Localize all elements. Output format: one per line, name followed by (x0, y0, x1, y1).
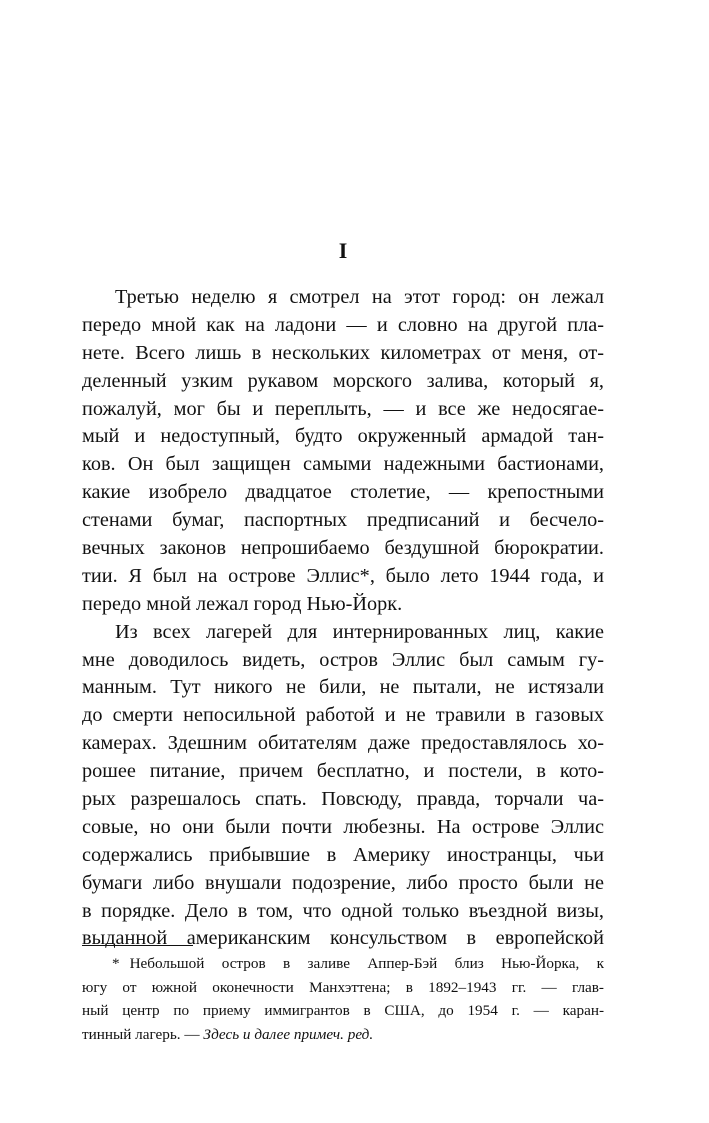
text-line: деленный узким рукавом морского залива, который я, (82, 369, 604, 392)
footnote-text: Небольшой остров в заливе Аппер-Бэй близ Нью-Йорка, к (129, 955, 604, 972)
footnote-line: югу от южной оконечности Манхэттена; в 1892–1943 гг. — глав- (82, 978, 604, 996)
text-line: в порядке. Дело в том, что одной только въездной визы, (82, 899, 604, 922)
text-line: мый и недоступный, будто окруженный армадой тан- (82, 425, 604, 448)
text-line: передо мной лежал город Нью-Йорк. (82, 592, 403, 615)
chapter-number: I (338, 238, 348, 263)
paragraph-1 (82, 284, 604, 619)
footnote-line (82, 952, 604, 976)
text-line: выданной американским консульством в европейской (82, 927, 604, 950)
text-line: ков. Он был защищен самыми надежными бастионами, (82, 453, 604, 476)
footnote (82, 952, 604, 1046)
text-line: Третью неделю я смотрел на этот город: он лежал (115, 286, 604, 308)
editor-note: Здесь и далее примеч. ред. (203, 1025, 374, 1043)
text-line: манным. Тут никого не били, не пытали, не истязали (82, 676, 604, 699)
text-line: передо мной как на ладони — и словно на другой пла- (82, 313, 604, 336)
text-line: Из всех лагерей для интернированных лиц, какие (115, 620, 604, 643)
footnote-marker: * (112, 955, 120, 972)
text-line: совые, но они были почти любезны. На острове Эллис (82, 815, 604, 838)
text-line: какие изобрело двадцатое столетие, — крепостными (82, 481, 604, 504)
text-line: вечных законов непрошибаемо бездушной бюрократии. (82, 537, 604, 560)
footnote-text: тинный лагерь. — (82, 1025, 200, 1043)
body-text (82, 284, 604, 953)
footnote-divider (82, 945, 193, 946)
text-line: бумаги либо внушали подозрение, либо просто были не (82, 871, 604, 894)
book-page (82, 0, 604, 1123)
text-line: камерах. Здешним обитателям даже предоставлялось хо- (82, 732, 604, 755)
footnote-line: ный центр по приему иммигрантов в США, до 1954 г. — каран- (82, 1002, 604, 1020)
text-line: стенами бумаг, паспортных предписаний и бесчело- (82, 509, 604, 532)
text-line: рых разрешалось спать. Повсюду, правда, торчали ча- (82, 788, 604, 811)
text-line: содержались прибывшие в Америку иностранцы, чьи (82, 843, 604, 866)
text-line: пожалуй, мог бы и переплыть, — и все же недосягае- (82, 397, 604, 420)
text-line: мне доводилось видеть, остров Эллис был самым гу- (82, 648, 604, 671)
text-line: рошее питание, причем бесплатно, и постели, в кото- (82, 760, 604, 783)
paragraph-2 (82, 619, 604, 954)
text-line: нете. Всего лишь в нескольких километрах от меня, от- (82, 341, 604, 364)
text-line: тии. Я был на острове Эллис*, было лето 1944 года, и (82, 564, 604, 587)
text-line: до смерти непосильной работой и не травили в газовых (82, 704, 604, 727)
footnote-line (82, 1023, 604, 1047)
